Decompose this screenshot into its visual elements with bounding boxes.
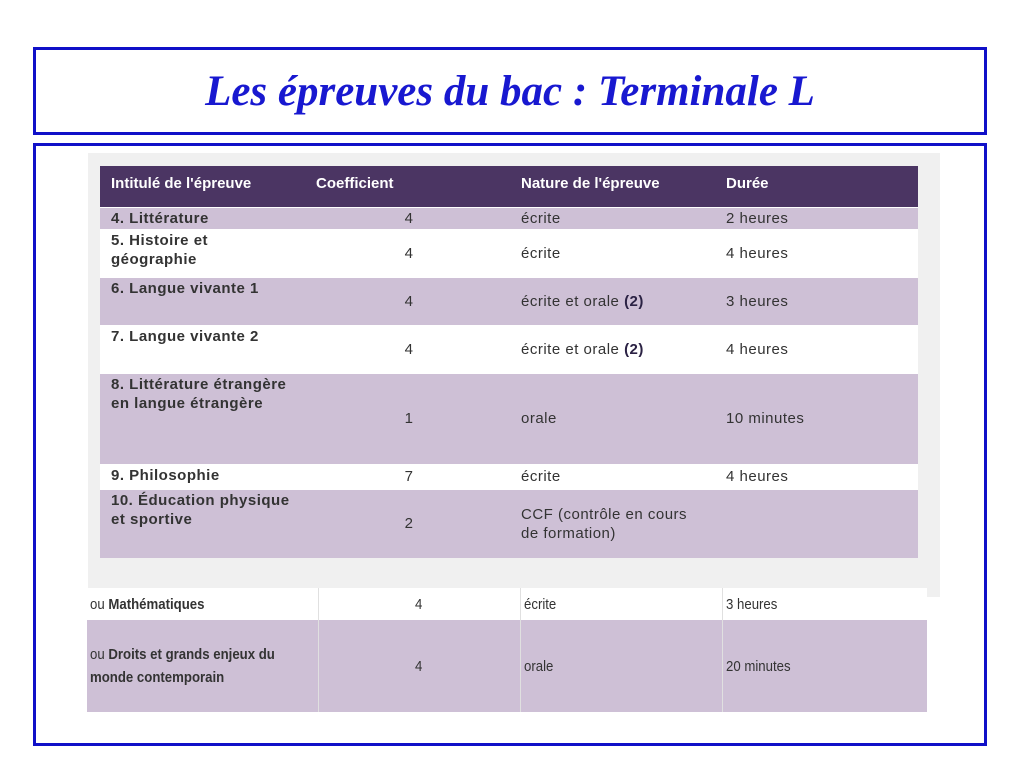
cell-nature (510, 277, 715, 325)
cell-duree: 4 heures (715, 325, 918, 373)
cell-duree: 3 heures (715, 277, 918, 325)
table-row (100, 229, 918, 277)
cell-nature (510, 325, 715, 373)
option-coef: 4 (415, 657, 423, 675)
option-nature: écrite (523, 595, 557, 613)
cell-coef: 4 (305, 325, 510, 373)
option-nature: orale (523, 657, 554, 675)
footnote-ref: (2) (624, 292, 644, 310)
cell-nature: orale (510, 373, 715, 464)
cell-nature: CCF (contrôle en cours de formation) (510, 489, 715, 558)
cell-name: 6. Langue vivante 1 (100, 277, 305, 325)
cell-name: 4. Littérature (100, 207, 305, 229)
cell-duree (722, 588, 927, 620)
option-table (87, 588, 927, 712)
table-header-row (100, 166, 918, 207)
cell-name: 5. Histoire et géographie (100, 229, 305, 277)
title-frame (33, 47, 987, 135)
cell-duree: 4 heures (715, 464, 918, 489)
footnote-ref: (2) (624, 340, 644, 358)
cell-coef (319, 620, 521, 712)
header-duree: Durée (715, 166, 918, 207)
nature-text: écrite et orale (521, 292, 620, 310)
cell-coef: 4 (305, 229, 510, 277)
option-coef: 4 (415, 595, 423, 613)
option-row (87, 620, 927, 712)
cell-name: 8. Littérature étrangère en langue étrangère (100, 373, 305, 464)
cell-name: 9. Philosophie (100, 464, 305, 489)
cell-name (87, 588, 319, 620)
cell-name: 10. Éducation physique et sportive (100, 489, 305, 558)
cell-nature (520, 620, 722, 712)
header-intitule: Intitulé de l'épreuve (100, 166, 305, 207)
cell-coef: 4 (305, 277, 510, 325)
cell-duree (722, 620, 927, 712)
nature-text: écrite et orale (521, 340, 620, 358)
cell-duree (715, 489, 918, 558)
option-row (87, 588, 927, 620)
cell-coef: 4 (305, 207, 510, 229)
cell-name: 7. Langue vivante 2 (100, 325, 305, 373)
cell-nature: écrite (510, 229, 715, 277)
cell-name (87, 620, 319, 712)
header-coefficient: Coefficient (305, 166, 510, 207)
table-row (100, 207, 918, 229)
table-row (100, 489, 918, 558)
exam-table (100, 166, 918, 558)
cell-duree: 2 heures (715, 207, 918, 229)
option-duree: 20 minutes (725, 657, 791, 675)
cell-nature: écrite (510, 207, 715, 229)
option-name: Mathématiques (108, 595, 205, 613)
cell-coef: 7 (305, 464, 510, 489)
option-duree: 3 heures (725, 595, 778, 613)
header-nature: Nature de l'épreuve (510, 166, 715, 207)
cell-duree: 4 heures (715, 229, 918, 277)
table-row (100, 464, 918, 489)
cell-nature (520, 588, 722, 620)
table-row (100, 277, 918, 325)
option-prefix: ou (90, 595, 105, 613)
cell-coef (319, 588, 521, 620)
table-row (100, 325, 918, 373)
option-name: Droits et grands enjeux du monde contemporain (90, 646, 275, 686)
cell-coef: 1 (305, 373, 510, 464)
cell-coef: 2 (305, 489, 510, 558)
table-row (100, 373, 918, 464)
cell-duree: 10 minutes (715, 373, 918, 464)
slide-title: Les épreuves du bac : Terminale L (205, 67, 815, 115)
option-prefix: ou (90, 646, 105, 663)
cell-nature: écrite (510, 464, 715, 489)
